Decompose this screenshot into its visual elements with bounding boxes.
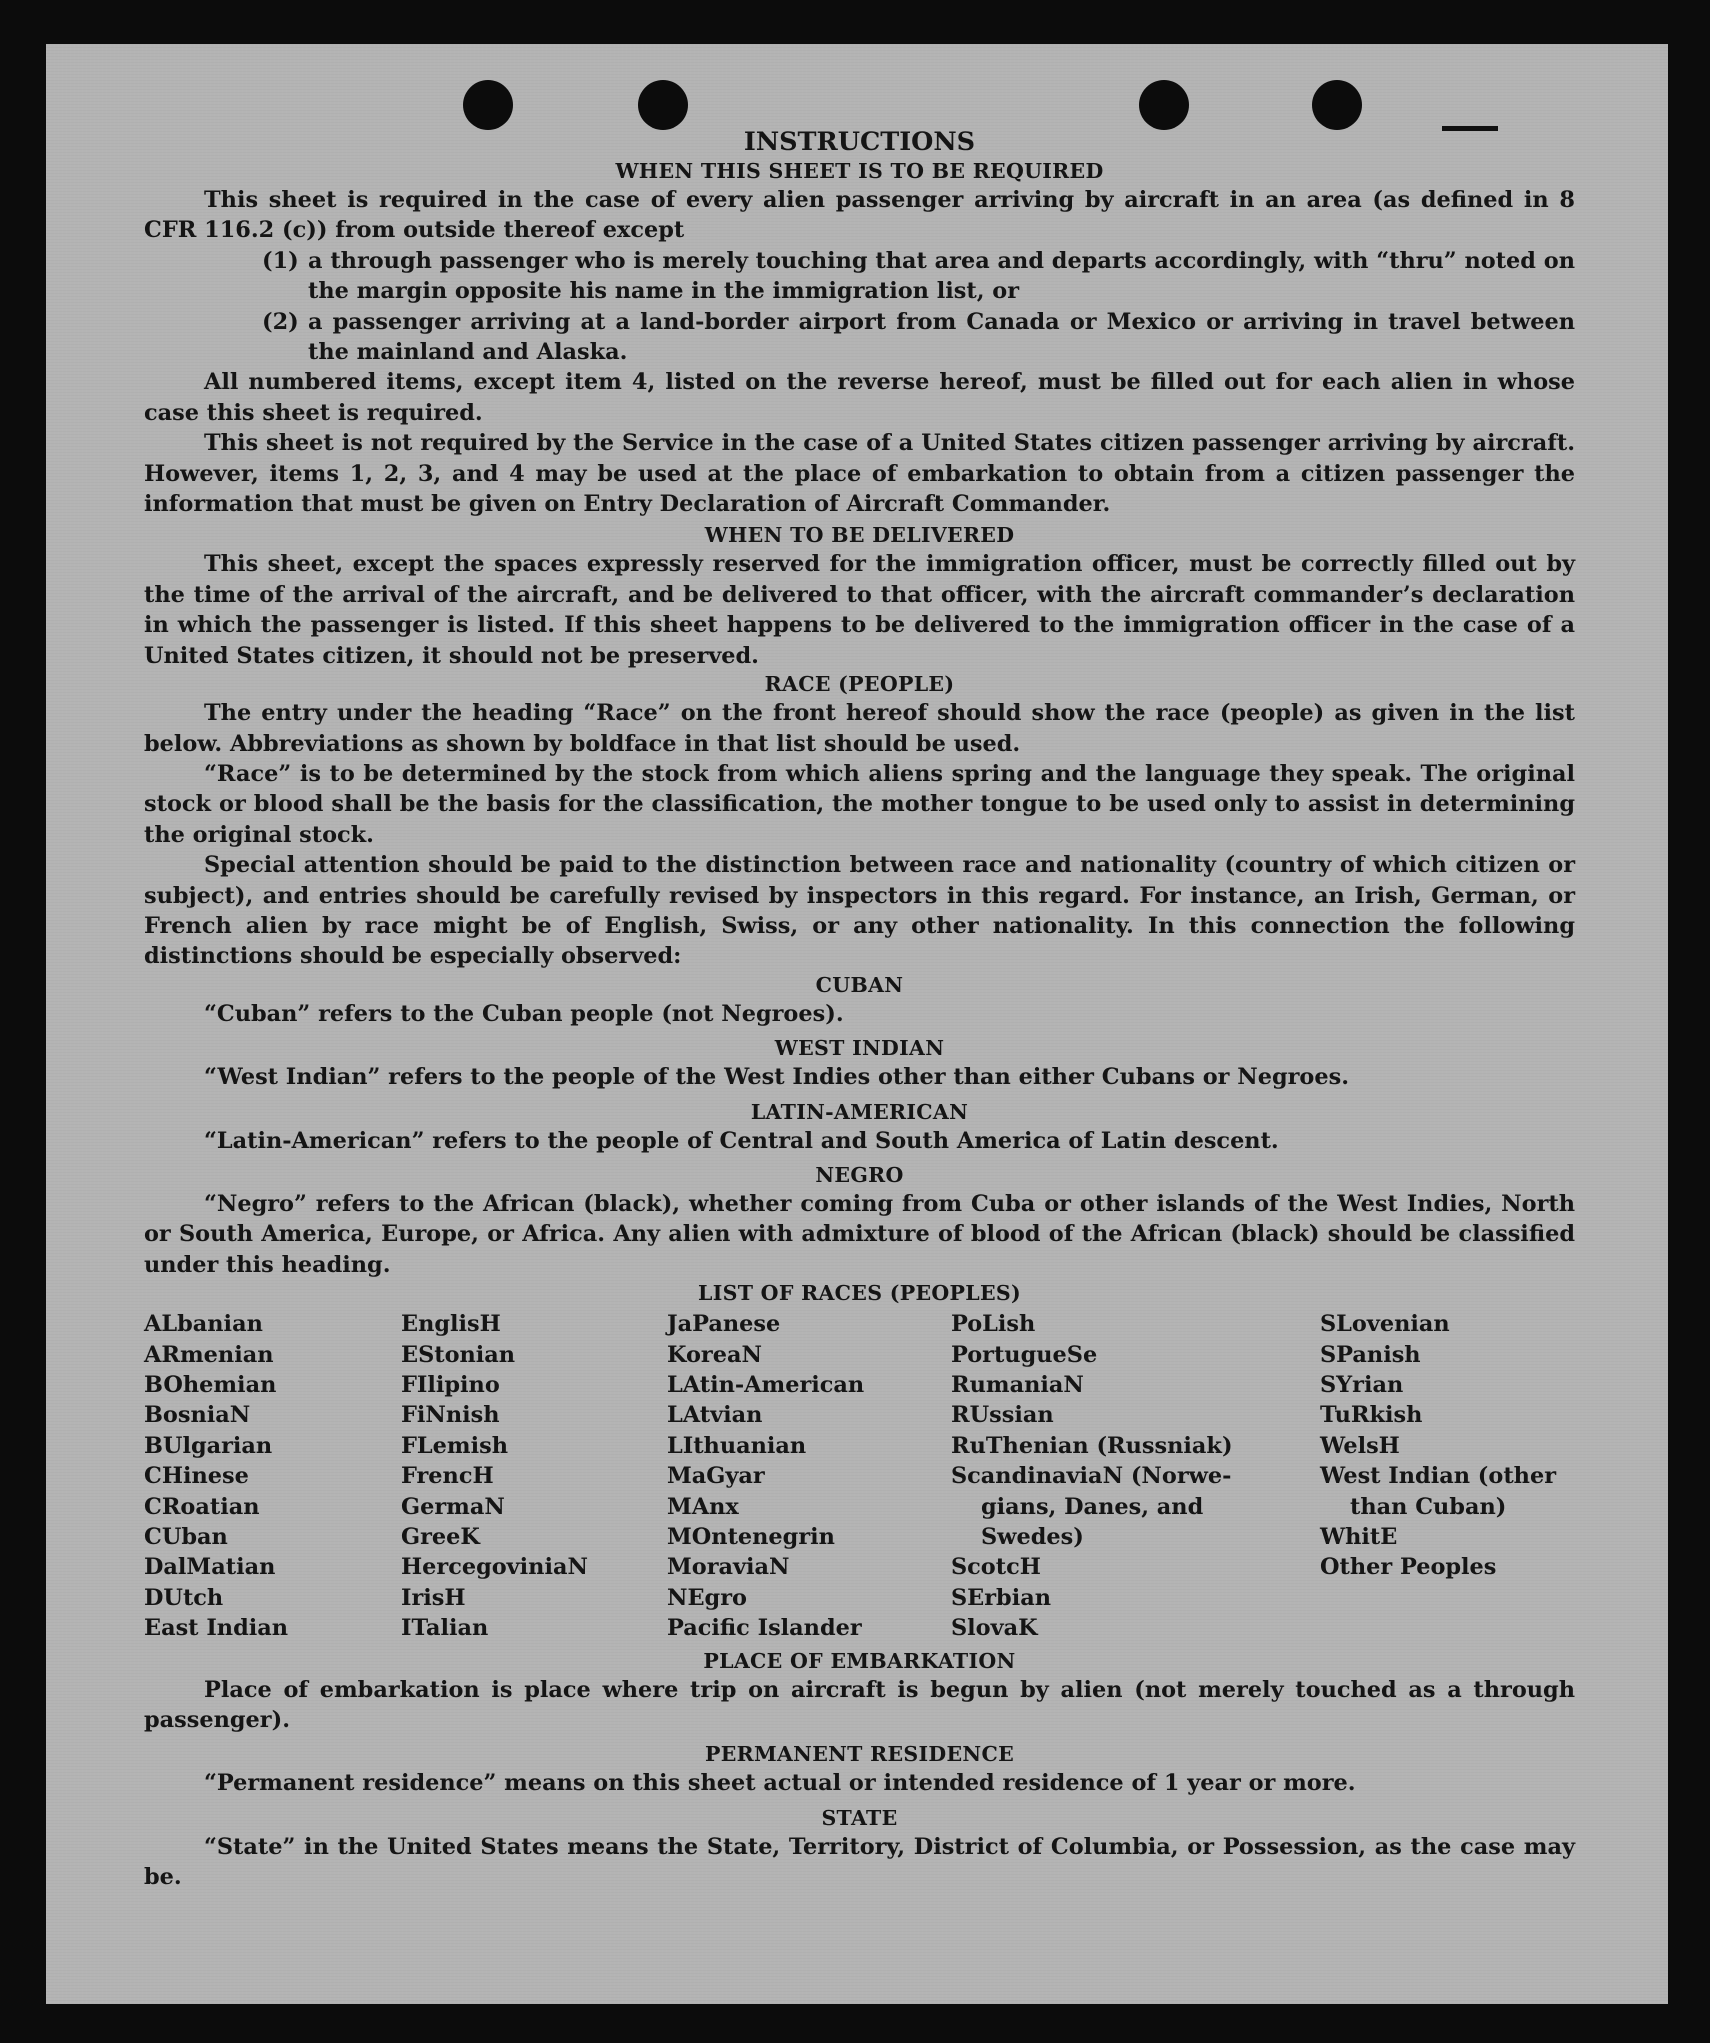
race-item: EStonian [401,1341,516,1368]
race-item: CHinese [144,1463,249,1490]
race-item: West Indian (other [1320,1463,1556,1490]
race-item: gians, Danes, and [981,1493,1204,1520]
race-list-column [1320,1309,1575,1643]
race-list-column [401,1309,667,1643]
instructions-content [144,120,1575,1893]
paragraph: “Race” is to be determined by the stock from which aliens spring and the language they speak. The original stock or blood shall be the basis for the classification, the mother tongue to be used only to assist in determining the original stock. [144,760,1575,848]
race-item: PoLish [951,1311,1036,1338]
paragraph: The entry under the heading “Race” on the front hereof should show the race (people) as given in the list below. Abbreviations as shown by boldface in that list should be used. [144,700,1575,757]
paragraph: “Latin-American” refers to the people of Central and South America of Latin descent. [204,1127,1279,1154]
race-item: SErbian [951,1584,1051,1611]
item-number: (2) [262,308,299,335]
race-item: ITalian [401,1615,489,1642]
race-item: RUssian [951,1402,1054,1429]
section-heading-cuban: CUBAN [815,972,904,997]
section-heading-when-delivered: WHEN TO BE DELIVERED [704,523,1015,548]
paragraph: “West Indian” refers to the people of the West Indies other than either Cubans or Negroes. [204,1064,1349,1091]
race-item: NEgro [667,1584,747,1611]
race-list-column [144,1309,401,1643]
race-item: Pacific Islander [667,1615,862,1642]
item-number: (1) [262,247,299,274]
section-heading-list-of-races: LIST OF RACES (PEOPLES) [697,1281,1022,1306]
race-item: RumaniaN [951,1372,1084,1398]
race-item: PortugueSe [951,1341,1098,1368]
race-list-column [951,1309,1320,1643]
section-heading-negro: NEGRO [815,1162,904,1187]
race-item: RuThenian (Russniak) [951,1432,1233,1459]
paragraph: All numbered items, except item 4, listed on the reverse hereof, must be filled out for each alien in whose case this sheet is required. [144,369,1575,426]
document-sheet [46,44,1668,2004]
race-item: LAtvian [667,1402,763,1429]
race-item: CRoatian [144,1493,260,1520]
item-text: a through passenger who is merely touching that area and departs accordingly, with “thru” noted on the margin opposite his name in the immigration list, or [308,247,1575,305]
race-item: ALbanian [144,1311,263,1338]
race-item: GreeK [401,1524,480,1551]
race-list-column [667,1309,951,1643]
race-item: MaGyar [667,1463,765,1490]
paragraph: This sheet, except the spaces expressly reserved for the immigration officer, must be correctly filled out by the time of the arrival of the aircraft, and be delivered to that officer, with the aircraft commander’s declaration in which the passenger is listed. If this sheet happens to be delivered to the immigration officer in the case of a United States citizen, it should not be preserved. [144,551,1575,669]
race-item: DUtch [144,1584,224,1611]
race-item: MOntenegrin [667,1524,835,1551]
section-heading-race: RACE (PEOPLE) [764,672,955,697]
race-item: BOhemian [144,1372,277,1398]
race-item: IrisH [401,1584,466,1611]
race-item: FrencH [401,1463,494,1490]
paragraph: “State” in the United States means the State, Territory, District of Columbia, or Possession, as the case may be. [144,1833,1575,1891]
section-heading-state: STATE [821,1805,898,1830]
race-item: LIthuanian [667,1432,807,1459]
paragraph: This sheet is required in the case of every alien passenger arriving by aircraft in an area (as defined in 8 CFR 116.2 (c)) from outside thereof except [144,187,1575,244]
race-item: BUlgarian [144,1432,273,1459]
race-item: SlovaK [951,1615,1038,1642]
section-heading-residence: PERMANENT RESIDENCE [704,1742,1014,1767]
race-item: HercegoviniaN [401,1554,588,1581]
race-item: KoreaN [667,1341,762,1368]
race-item: ARmenian [144,1341,274,1368]
paragraph: Special attention should be paid to the distinction between race and nationality (country of which citizen or subject), and entries should be carefully revised by inspectors in this regard. For instance, an Irish, German, or French alien by race might be of English, Swiss, or any other nationality. In this connection the following distinctions should be especially observed: [144,852,1575,970]
section-heading-embarkation: PLACE OF EMBARKATION [703,1648,1016,1673]
paragraph: “Cuban” refers to the Cuban people (not Negroes). [204,1000,844,1027]
race-item: Swedes) [981,1524,1084,1551]
race-item: DalMatian [144,1554,276,1581]
paragraph: Place of embarkation is place where trip on aircraft is begun by alien (not merely touched as a through passenger). [144,1676,1575,1734]
list-item [262,307,1575,368]
race-item: FiNnish [401,1402,500,1429]
paragraph: This sheet is not required by the Service in the case of a United States citizen passenger arriving by aircraft. However, items 1, 2, 3, and 4 may be used at the place of embarkation to obtain from a citizen passenger the information that must be given on Entry Declaration of Aircraft Commander. [144,430,1575,518]
race-item: SPanish [1320,1341,1421,1368]
paragraph: “Permanent residence” means on this sheet actual or intended residence of 1 year or more. [204,1770,1356,1797]
race-item: FIlipino [401,1372,500,1398]
section-heading-latin-american: LATIN-AMERICAN [750,1099,969,1124]
race-item: TuRkish [1320,1402,1423,1429]
race-item: East Indian [144,1615,289,1642]
race-item: Other Peoples [1320,1554,1497,1581]
paragraph: “Negro” refers to the African (black), whether coming from Cuba or other islands of the West Indies, North or South America, Europe, or Africa. Any alien with admixture of blood of the African (black) should be classified under this heading. [144,1190,1575,1278]
race-item: WhitE [1320,1524,1398,1551]
race-item: SYrian [1320,1372,1404,1398]
race-item: SLovenian [1320,1311,1450,1338]
race-item: CUban [144,1524,228,1551]
race-item: BosniaN [144,1402,251,1429]
race-item: EnglisH [401,1311,501,1338]
race-item: FLemish [401,1432,508,1459]
list-item [262,246,1575,307]
race-item: MoraviaN [667,1554,790,1581]
race-item: MAnx [667,1493,739,1520]
instructions-title: INSTRUCTIONS [743,127,976,157]
race-item: WelsH [1320,1432,1400,1459]
race-item: ScotcH [951,1554,1041,1581]
section-heading-west-indian: WEST INDIAN [774,1036,945,1061]
race-item: JaPanese [667,1311,781,1338]
race-item: GermaN [401,1493,505,1520]
item-text: a passenger arriving at a land-border airport from Canada or Mexico or arriving in travel between the mainland and Alaska. [308,308,1575,366]
race-item: ScandinaviaN (Norwe- [951,1463,1232,1490]
race-item: LAtin-American [667,1372,865,1398]
section-heading-when-required: WHEN THIS SHEET IS TO BE REQUIRED [615,159,1104,183]
race-list [144,1309,1575,1643]
race-item: than Cuban) [1350,1493,1507,1520]
